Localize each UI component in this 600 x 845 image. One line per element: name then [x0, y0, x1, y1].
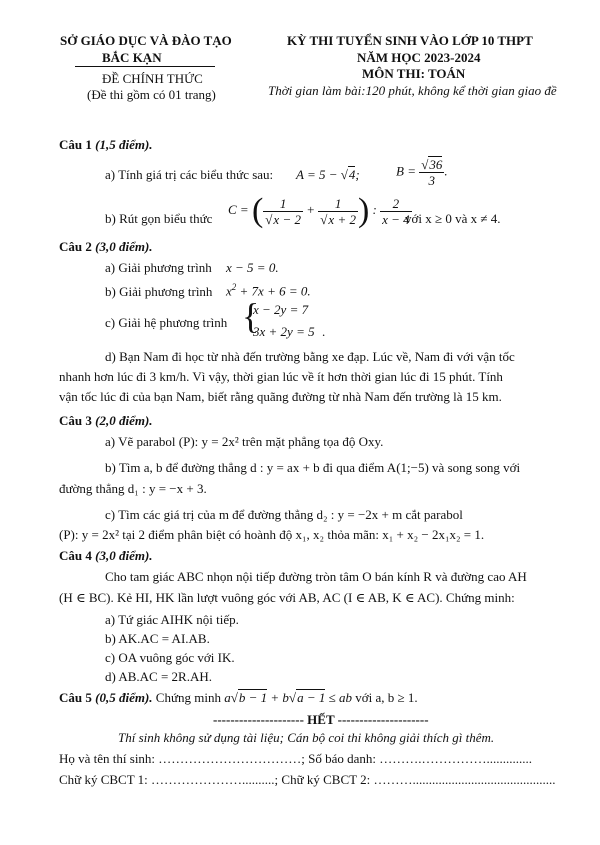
- q2-heading: [59, 239, 153, 255]
- q5-condition: với a, b ≥ 1.: [355, 690, 418, 705]
- official-label: ĐỀ CHÍNH THỨC: [102, 71, 203, 86]
- q1-points: (1,5 điểm).: [95, 137, 153, 152]
- q1b-expr: C = ( $\frac{1}{√x - 2}$ + $\frac{1}{√x + 2}$ ) : $\frac{2}{x - 4}$: [228, 192, 410, 229]
- q5-points: (0,5 điểm).: [95, 690, 153, 705]
- q2a-text: a) Giải phương trình: [105, 260, 212, 275]
- q4d: d) AB.AC = 2R.AH.: [105, 669, 213, 684]
- header-divider-left: [75, 66, 215, 67]
- exam-title: KỲ THI TUYỂN SINH VÀO LỚP 10 THPT: [287, 33, 533, 48]
- q4-title: Câu 4: [59, 548, 92, 563]
- q3-heading: [59, 413, 153, 429]
- q4-line1: Cho tam giác ABC nhọn nội tiếp đường tròn tâm O bán kính R và đường cao AH: [105, 569, 527, 584]
- q3c-line1: c) Tìm các giá trị của m để đường thẳng d₂ : y = −2x + m cắt parabol: [105, 507, 463, 522]
- q1-title: Câu 1: [59, 137, 92, 152]
- q4-line2: (H ∈ BC). Kẻ HI, HK lần lượt vuông góc với AB, AC (I ∈ AB, K ∈ AC). Chứng minh:: [59, 590, 515, 605]
- candidate-info-line: Họ và tên thí sinh: ……………………………; Số báo danh: ……….……………..............: [59, 751, 533, 766]
- q2c-eq1: x − 2y = 7: [253, 302, 309, 317]
- q4b: b) AK.AC = AI.AB.: [105, 631, 210, 646]
- q3-points: (2,0 điểm).: [95, 413, 153, 428]
- q2b-text: b) Giải phương trình: [105, 284, 213, 299]
- q2c-eq2: 3x + 2y = 5: [253, 324, 315, 339]
- q2d-line1: d) Bạn Nam đi học từ nhà đến trường bằng xe đạp. Lúc về, Nam đi với vận tốc: [105, 349, 515, 364]
- q2-points: (3,0 điểm).: [95, 239, 153, 254]
- q4c: c) OA vuông góc với IK.: [105, 650, 235, 665]
- q5-line: [59, 690, 418, 706]
- time-note: Thời gian làm bài:120 phút, không kể thời gian giao đề: [268, 83, 557, 98]
- end-marker: --------------------- HẾT ---------------------: [213, 712, 429, 727]
- q3a-text: a) Vẽ parabol (P): y = 2x² trên mặt phẳng tọa độ Oxy.: [105, 434, 384, 449]
- q5-text: Chứng minh: [155, 690, 221, 705]
- footer-note: Thí sinh không sử dụng tài liệu; Cán bộ coi thi không giải thích gì thêm.: [118, 730, 495, 745]
- q3c-line2: (P): y = 2x² tại 2 điểm phân biệt có hoành độ x₁, x₂ thỏa mãn: x₁ + x₂ − 2x₁x₂ = 1.: [59, 527, 485, 542]
- q1b-condition: với x ≥ 0 và x ≠ 4.: [405, 211, 501, 226]
- page-count-note: (Đề thi gồm có 01 trang): [87, 87, 216, 102]
- q1a-text: a) Tính giá trị các biểu thức sau:: [105, 167, 274, 182]
- q5-title: Câu 5: [59, 690, 92, 705]
- subject-label: MÔN THI: TOÁN: [362, 66, 466, 81]
- q2-title: Câu 2: [59, 239, 92, 254]
- q1a-expr-a: A = 5 − √4;: [296, 167, 360, 182]
- q4-heading: [59, 548, 153, 564]
- signature-line: Chữ ký CBCT 1: …………………..........; Chữ ký CBCT 2: ………............................................: [59, 772, 556, 787]
- q2b-equation: $x^2 + 7x + 6 = 0$.: [226, 282, 311, 299]
- q2c-text: c) Giải hệ phương trình: [105, 315, 228, 330]
- q2d-line3: vận tốc lúc đi của bạn Nam, biết rằng quãng đường từ nhà Nam đến trường là 15 km.: [59, 389, 502, 404]
- q1-heading: [59, 137, 153, 153]
- q1b-text: b) Rút gọn biểu thức: [105, 211, 213, 226]
- q3-title: Câu 3: [59, 413, 92, 428]
- q3b-line1: b) Tìm a, b để đường thẳng d : y = ax + b đi qua điểm A(1;−5) và song song với: [105, 460, 521, 475]
- q4-points: (3,0 điểm).: [95, 548, 153, 563]
- q2a-equation: x − 5 = 0.: [226, 260, 279, 275]
- province-name: BẮC KẠN: [102, 50, 162, 65]
- q1a-expr-b: B = $\frac{√36}{3}$ .: [396, 157, 448, 188]
- dept-name: SỞ GIÁO DỤC VÀ ĐÀO TẠO: [60, 33, 232, 48]
- school-year: NĂM HỌC 2023-2024: [357, 50, 481, 65]
- q3b-line2: đường thẳng d₁ : y = −x + 3.: [59, 481, 207, 496]
- q4a: a) Tứ giác AIHK nội tiếp.: [105, 612, 239, 627]
- q2d-line2: nhanh hơn lúc đi 3 km/h. Vì vậy, thời gian lúc về ít hơn thời gian lúc đi 15 phút. Tính: [59, 369, 503, 384]
- q5-inequality: a√b − 1 + b√a − 1 ≤ ab: [224, 690, 352, 705]
